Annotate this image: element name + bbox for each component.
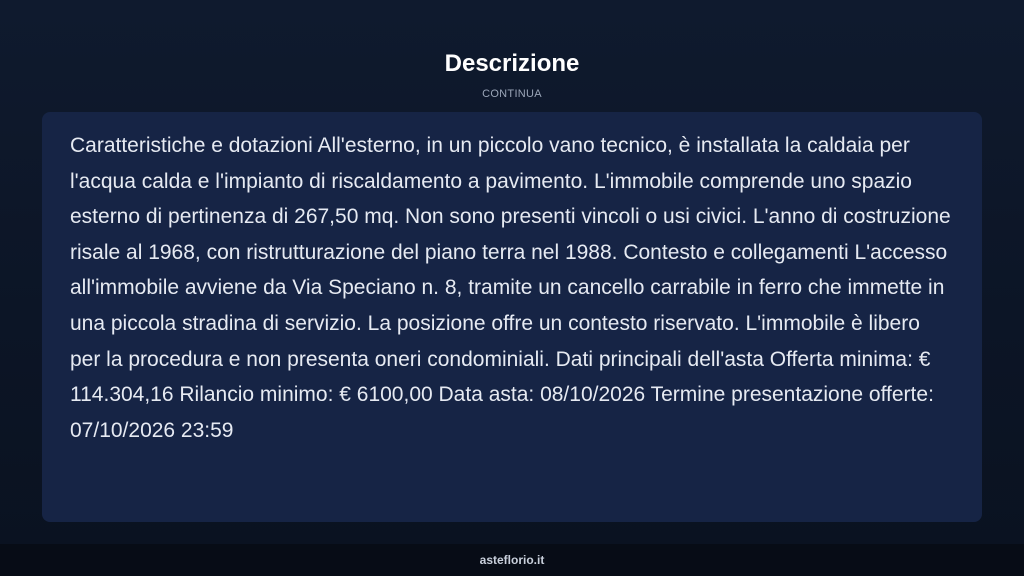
page-title: Descrizione [444,50,580,77]
footer-bar [0,544,1024,576]
description-text: Caratteristiche e dotazioni All'esterno, in un piccolo vano tecnico, è installata la caldaia per l'acqua calda e l'impianto di riscaldamento a pavimento. L'immobile comprende uno spazio esterno di pertinenza di 267,50 mq. Non sono presenti vincoli o usi civici. L'anno di costruzione risale al 1968, con ristrutturazione del piano terra nel 1988. Contesto e collegamenti L'accesso all'immobile avviene da Via Speciano n. 8, tramite un cancello carrabile in ferro che immette in una piccola stradina di servizio. La posizione offre un contesto riservato. L'immobile è libero per la procedura e non presenta oneri condominiali. Dati principali dell'asta Offerta minima: € 114.304,16 Rilancio minimo: € 6100,00 Data asta: 08/10/2026 Termine presentazione offerte: 07/10/2026 23:59 [70,134,951,442]
page-header [0,48,1024,101]
description-card [42,112,982,522]
continua-label: CONTINUA [482,88,542,100]
site-name: asteflorio.it [479,553,545,567]
